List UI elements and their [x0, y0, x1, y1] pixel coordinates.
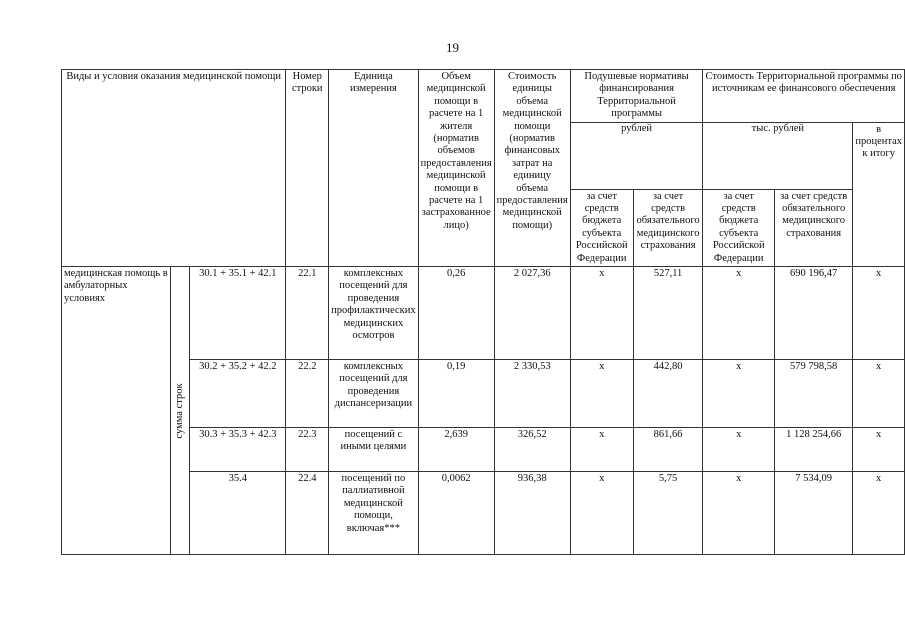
- row-percent: х: [853, 267, 905, 360]
- header-row-number: Номер строки: [286, 70, 329, 267]
- row-percent: х: [853, 428, 905, 472]
- row-cost: 2 027,36: [494, 267, 570, 360]
- row-number: 22.4: [286, 472, 329, 555]
- header-cost: Стоимость единицы объема медицинской помощи (норматив финансовых затрат на единицу объема предоставления медицинской помощи): [494, 70, 570, 267]
- row-unit: посещений с иными целями: [329, 428, 418, 472]
- header-percent: в процентах к итогу: [853, 122, 905, 266]
- row-number: 22.3: [286, 428, 329, 472]
- row-formula: 30.2 + 35.2 + 42.2: [190, 360, 286, 428]
- row-tc-oms: 690 196,47: [775, 267, 853, 360]
- row-unit: посещений по паллиативной медицинской помощи, включая***: [329, 472, 418, 555]
- header-per-capita: Подушевые нормативы финансирования Территориальной программы: [570, 70, 703, 123]
- header-total-cost: Стоимость Территориальной программы по источникам ее финансового обеспечения: [703, 70, 905, 123]
- row-formula: 35.4: [190, 472, 286, 555]
- header-unit: Единица измерения: [329, 70, 418, 267]
- row-cost: 2 330,53: [494, 360, 570, 428]
- header-row-1: [62, 70, 905, 123]
- header-per-capita-budget: за счет средств бюджета субъекта Российской Федерации: [570, 189, 633, 266]
- row-cost: 326,52: [494, 428, 570, 472]
- header-total-oms: за счет средств обязательного медицинского страхования: [775, 189, 853, 266]
- header-volume: Объем медицинской помощи в расчете на 1 жителя (норматив объемов предоставления медицинской помощи в расчете на 1 застрахованное лицо): [418, 70, 494, 267]
- row-tc-budget: х: [703, 472, 775, 555]
- header-per-capita-oms: за счет средств обязательного медицинского страхования: [633, 189, 703, 266]
- vertical-label: сумма строк: [174, 382, 186, 439]
- row-unit: комплексных посещений для проведения диспансеризации: [329, 360, 418, 428]
- header-total-cost-unit: тыс. рублей: [703, 122, 853, 189]
- page-number: 19: [446, 40, 459, 55]
- row-tc-oms: 579 798,58: [775, 360, 853, 428]
- row-volume: 0,19: [418, 360, 494, 428]
- financing-table: [61, 69, 905, 555]
- row-pc-oms: 442,80: [633, 360, 703, 428]
- vertical-label-cell: [171, 267, 190, 555]
- row-tc-oms: 7 534,09: [775, 472, 853, 555]
- row-tc-oms: 1 128 254,66: [775, 428, 853, 472]
- row-pc-budget: х: [570, 428, 633, 472]
- row-volume: 2,639: [418, 428, 494, 472]
- row-pc-oms: 5,75: [633, 472, 703, 555]
- row-tc-budget: х: [703, 360, 775, 428]
- row-formula: 30.1 + 35.1 + 42.1: [190, 267, 286, 360]
- header-per-capita-unit: рублей: [570, 122, 703, 189]
- row-pc-budget: х: [570, 267, 633, 360]
- section-label: медицинская помощь в амбулаторных условиях: [62, 267, 171, 555]
- row-volume: 0,0062: [418, 472, 494, 555]
- row-percent: х: [853, 360, 905, 428]
- header-types: Виды и условия оказания медицинской помощи: [62, 70, 286, 267]
- row-number: 22.2: [286, 360, 329, 428]
- row-pc-budget: х: [570, 360, 633, 428]
- row-pc-oms: 527,11: [633, 267, 703, 360]
- row-unit: комплексных посещений для проведения профилактических медицинских осмотров: [329, 267, 418, 360]
- row-tc-budget: х: [703, 267, 775, 360]
- row-volume: 0,26: [418, 267, 494, 360]
- row-percent: х: [853, 472, 905, 555]
- row-number: 22.1: [286, 267, 329, 360]
- row-cost: 936,38: [494, 472, 570, 555]
- row-tc-budget: х: [703, 428, 775, 472]
- header-total-budget: за счет средств бюджета субъекта Российской Федерации: [703, 189, 775, 266]
- row-pc-budget: х: [570, 472, 633, 555]
- row-formula: 30.3 + 35.3 + 42.3: [190, 428, 286, 472]
- table-row: [62, 267, 905, 360]
- row-pc-oms: 861,66: [633, 428, 703, 472]
